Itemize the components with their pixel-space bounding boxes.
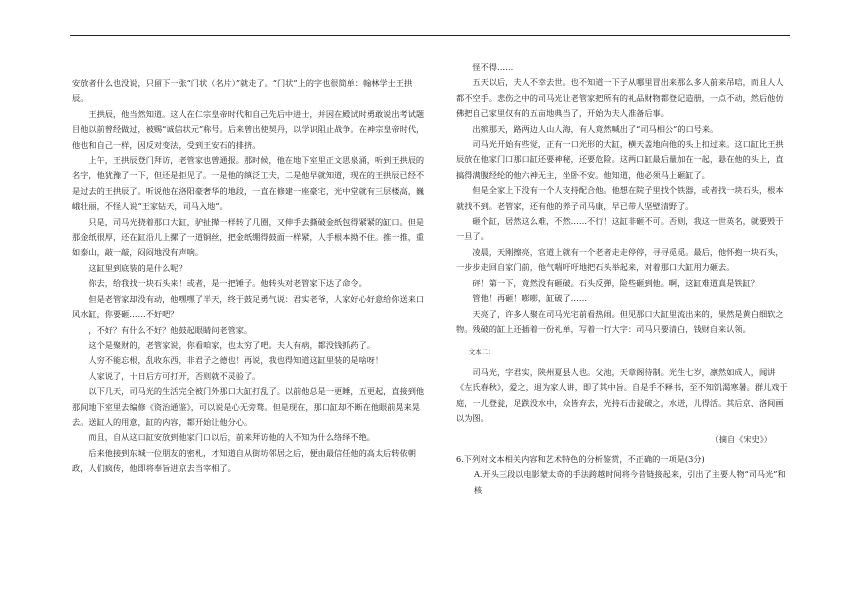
paragraph: 天亮了，许多人聚在司马光宅前看热闹。但见那口大缸里流出来的，果然是黄白细软之物。残破的缸上还插着一份礼单，写着一行大字：司马只要清白，钱财自来认领。	[456, 308, 784, 334]
paragraph: 这缸里到底装的是什么呢？	[88, 262, 187, 273]
paragraph: ，不好？有什么不好？他鼓起眼睛问老管家。	[88, 324, 253, 335]
section-heading: 文本二：	[468, 348, 495, 357]
paragraph: 这个是聚财的，老管家说，你看咱家，也太穷了吧。夫人有病，都没钱抓药了。	[88, 339, 375, 350]
left-column	[72, 76, 428, 477]
paragraph: 凌晨，天刚擦亮，官道上就有一个老者走走停停，寻寻觅觅。最后，他怀抱一块石头，一步步走回自家门前，他气喘吁吁地把石头举起来，对着那口大缸用力砸去。	[456, 246, 784, 273]
classical-text-paragraph: 司马光，字君实，陕州夏县人也。父池，天章阁待制。光生七岁，凛然如成人，闻讲《左氏春秋》，爱之，退为家人讲，即了其中旨。自是手不释书，至不知饥渴寒暑。群儿戏于庭，一儿登瓮，足跌没水中，众皆弃去，光持石击瓮破之，水迸，儿得活。其后京、洛间画以为图。	[456, 366, 788, 423]
header-rule	[70, 35, 790, 36]
paragraph: 但是全家上下没有一个人支持配合他。他想在院子里找个铁器，或者找一块石头，根本就找不到。老管家，还有他的养子司马康，早已带人坚壁清野了。	[456, 185, 784, 211]
paragraph: 而且，自从这口缸安放到他家门口以后，前来拜访他的人不知为什么络绎不绝。	[88, 432, 375, 443]
paragraph: 上午，王拱辰登门拜访，老管家也曾通报。那时候，他在地下室里正文思泉涌，听到王拱辰的名字，他犹豫了一下，但还是拒见了。一是他的缜泛工夫，二是他早就知道，现在的王拱辰已经不是过去的王拱辰了。听说他在洛阳豪奢华的地段，一直在修建一座豪宅，光中堂就有三层楼高，巍峨壮丽，不怪人说“王家钻天，司马入地”。	[72, 155, 425, 212]
paragraph: 司马光开始有些觉，正有一口光形的大缸，横天盖地向他的头上扣过来。这口缸比王拱辰放在他家门口那口缸还要神秘，还要危险。这两口缸最后量加在一起，悬在他的头上，直搞得满腹经纶的他六神无主，坐卧不安。他知道，他必须马上砸缸了。	[456, 139, 784, 180]
paragraph: 安放者什么也没说，只留下一张“门状（名片）”就走了。“门状”上的字也很简单：翰林学士王拱辰。	[72, 78, 413, 104]
right-column	[456, 60, 788, 498]
paragraph: 人家说了，十日后方可打开，否则就不灵验了。	[88, 370, 261, 381]
paragraph: 管他！再砸！嘭嘭，缸破了……	[472, 293, 588, 304]
paragraph: 以下几天，司马光的生活完全被门外那口大缸打乱了。以前他总是一更睡，五更起，直接到他那间地下室里去编修《资治通鉴》，可以说是心无旁骛。但是现在，那口缸却不断在他眼前晃来晃去。送缸人的用意，缸的内容，都开始让他分心。	[72, 386, 425, 427]
paragraph: 出殡那天，路两边人山人海，有人竟然喊出了“司马相公”的口号来。	[472, 123, 719, 134]
paragraph: 五天以后，夫人不幸去世。也不知道一下子从哪里冒出来那么多人前来吊唁，而且人人都不空手。悲伤之中的司马光让老管家把所有的礼品财物都登记造册，一点不动，然后他仿佛把自己家里仅有的五亩地典当了，开始为夫人准备后事。	[456, 77, 784, 119]
question-stem: 6.下列对文本相关内容和艺术特色的分析鉴赏，不正确的一项是(3分)	[456, 453, 705, 464]
paragraph: 怪不得……	[472, 62, 514, 72]
paragraph: 砰！第一下，竟然没有砸破。石头反弹，险些砸到他。啊，这缸难道真是铁缸？	[472, 277, 759, 288]
paragraph: 人穷不能忘根，乱收东西，非君子之德也！再说，我也得知道这缸里装的是啥呀！	[88, 355, 384, 366]
paragraph: 但是老管家却没有动，他嘿嘿了半天，终于鼓足勇气说：君实老爷，人家好心好意给你送来口风水缸，你要砸……不好吧？	[72, 293, 425, 320]
answer-option-a: A.开头三段以电影蒙太奇的手法跨越时间将今昔链接起来，引出了主要人物“司马光”和核	[474, 469, 786, 495]
paragraph: 王拱辰，他当然知道。这人在仁宗皇帝时代和自己先后中进士，并因在殿试时勇敢说出考试题目他以前曾经做过，被赐“诚信状元”称号。后来曾出使契丹，以学识阻止战争。在神宗皇帝时代，他也和自己一样，因反对变法，受到王安石的排挤。	[72, 108, 425, 150]
source-citation: （摘自《宋史》）	[710, 434, 772, 445]
paragraph: 只是，司马光挠着那口大缸，驴扯撵一样转了几圈，又伸手去撕破金纸包得紧紧的缸口。但是那金纸很厚，还在缸沿儿上摞了一道铜丝，把金纸绷得鼓面一样紧，人手根本拗不住。推一推，重如泰山，敲一敲，闷闷地没有声响。	[72, 216, 425, 258]
paragraph: 你去，给我找一块石头来！或者，是一把锤子。他转头对老管家下达了命令。	[88, 278, 367, 289]
paragraph: 砸个缸，居然这么难，不然……不行！这缸非砸不可。否则，我这一世英名，就要毁于一旦了。	[456, 216, 784, 242]
paragraph: 后来他接到东城一位朋友的密札，才知道自从街坊邻居之后，便由最信任他的高太后转依朝政，人们疯传，他即将奉旨进京去当宰相了。	[72, 447, 416, 474]
